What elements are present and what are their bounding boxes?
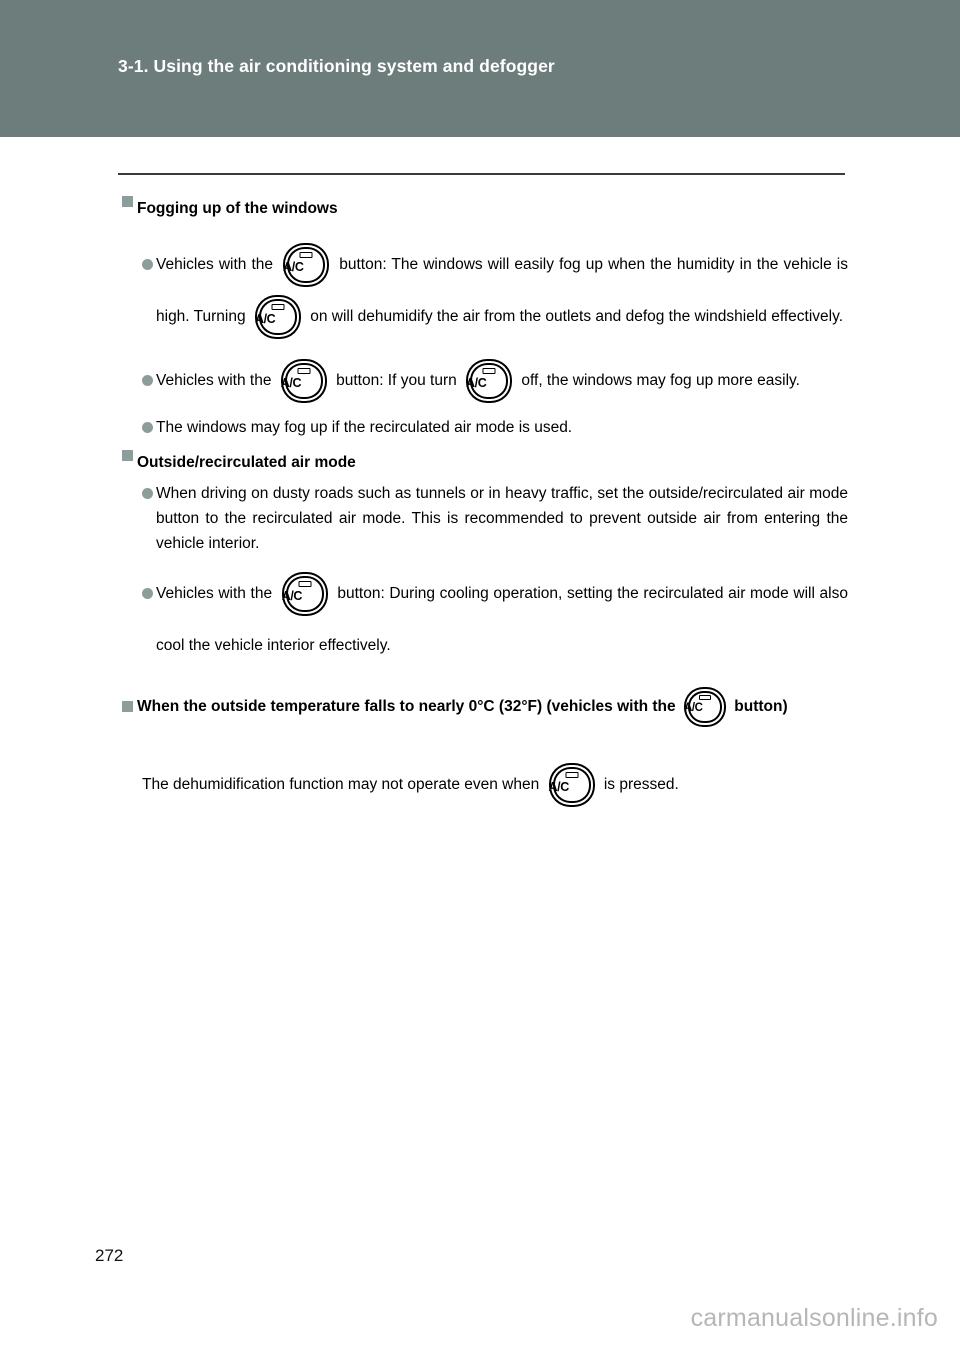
header-divider-rule <box>118 173 845 175</box>
ac-button-icon <box>281 359 327 403</box>
ac-button-icon <box>282 572 328 616</box>
list-item-text-part: When driving on dusty roads such as tunnels or in heavy traffic, set the outside/recirculated air mode button to the recirculated air mode. This is recommended to prevent outside air from entering the vehicle interior. <box>156 485 848 552</box>
paragraph-text-part: The dehumidification function may not operate even when <box>142 776 540 793</box>
section-heading-label: Fogging up of the windows <box>137 200 338 217</box>
ac-button-label: A/C <box>254 311 276 326</box>
section-heading-text-part: When the outside temperature falls to nearly 0°C (32°F) (vehicles with the <box>137 698 676 715</box>
ac-button-indicator-lamp <box>297 368 310 374</box>
ac-button-icon <box>466 359 512 403</box>
ac-button-indicator-lamp <box>565 772 578 778</box>
section-heading-label: Outside/recirculated air mode <box>137 454 356 471</box>
ac-button-label: A/C <box>466 375 487 390</box>
list-item <box>0 239 960 343</box>
list-item-text-part: Vehicles with the <box>156 256 274 273</box>
ac-button-indicator-lamp <box>271 304 284 310</box>
list-item-text-part: off, the windows may fog up more easily. <box>521 372 800 389</box>
ac-button-indicator-lamp <box>483 368 496 374</box>
ac-button-indicator-lamp <box>699 695 711 700</box>
ac-button-indicator-lamp <box>298 581 311 587</box>
square-bullet-icon <box>122 701 133 712</box>
list-item-text-part: button: During cooling operation, setting the recirculated air mode will also cool the vehicle interior effectively. <box>156 585 848 654</box>
page-number: 272 <box>95 1246 124 1265</box>
ac-button-icon <box>549 763 595 807</box>
round-bullet-icon <box>142 488 153 499</box>
list-item <box>0 415 960 440</box>
ac-button-label: A/C <box>280 375 302 390</box>
square-bullet-icon <box>122 450 133 461</box>
round-bullet-icon <box>142 259 153 270</box>
list-item-text-part: button: The windows will easily fog up when the humidity in the vehicle is high. Turning <box>156 256 848 325</box>
ac-button-label: A/C <box>683 701 703 714</box>
section-heading-outside-temperature <box>0 684 960 729</box>
page-title: 3-1. Using the air conditioning system and defogger <box>118 56 555 76</box>
page-content <box>0 196 960 811</box>
paragraph-text-part: is pressed. <box>603 776 679 793</box>
round-bullet-icon <box>142 375 153 386</box>
ac-button-label: A/C <box>281 588 303 603</box>
site-watermark: carmanualsonline.info <box>690 1304 938 1332</box>
section-heading-fogging-up <box>0 196 960 221</box>
section-heading-text-part: button) <box>734 698 788 715</box>
list-item <box>0 568 960 672</box>
ac-button-indicator-lamp <box>300 252 313 258</box>
list-item-text-part: button: If you turn <box>336 372 457 389</box>
paragraph-dehumidification <box>0 759 960 811</box>
ac-button-icon <box>684 687 726 727</box>
list-item-text-part: Vehicles with the <box>156 372 272 389</box>
ac-button-icon <box>255 295 301 339</box>
page-header-band <box>0 0 960 137</box>
list-item-text-part: on will dehumidify the air from the outlets and defog the windshield effectively. <box>310 308 844 325</box>
list-item <box>0 355 960 407</box>
ac-button-label: A/C <box>283 259 304 274</box>
list-item-text-part: The windows may fog up if the recirculated air mode is used. <box>156 419 573 436</box>
list-item <box>0 481 960 556</box>
ac-button-label: A/C <box>548 779 569 794</box>
round-bullet-icon <box>142 422 153 433</box>
square-bullet-icon <box>122 196 133 207</box>
round-bullet-icon <box>142 588 153 599</box>
list-item-text-part: Vehicles with the <box>156 585 273 602</box>
section-heading-outside-recirculated <box>0 450 960 475</box>
ac-button-icon <box>283 243 329 287</box>
